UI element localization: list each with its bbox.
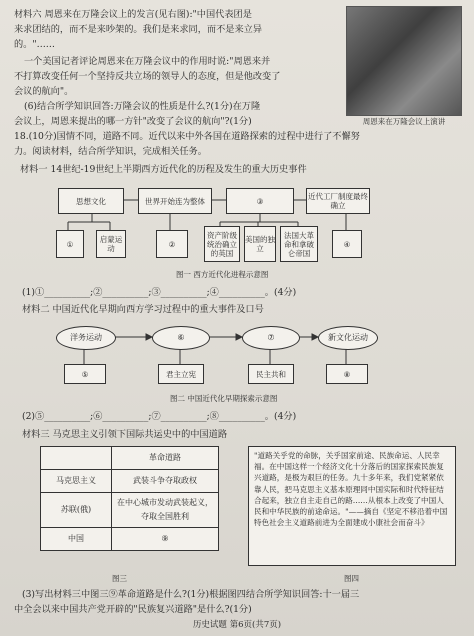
fig1-blank-4: ④: [332, 230, 362, 258]
fig3-corner: [41, 447, 112, 470]
question-3: (3)写出材料三中图三⑨革命道路是什么?(1分)根据图四结合所学知识回答:十一届三: [22, 589, 360, 600]
text-line: 一个美国记者评论周恩来在万隆会议中的作用时说:"周恩来并: [24, 56, 271, 67]
fig1-britain: 资产阶级统治确立的英国: [204, 226, 240, 262]
fig2-blank-7: ⑦: [242, 326, 300, 350]
fig1-thought-culture: 思想文化: [58, 188, 124, 214]
fig3-row-label: 苏联(俄): [41, 493, 112, 528]
fig1-blank-2: ②: [156, 230, 188, 258]
fig1-world-integration: 世界开始连为整体: [138, 188, 212, 214]
fig3-row-value: 在中心城市发动武装起义，夺取全国胜利: [112, 493, 219, 528]
answer-line-2: (2)⑤__________;⑥__________;⑦__________;⑧__________。(4分): [22, 411, 297, 422]
fig3-row-label: 马克思主义: [41, 470, 112, 493]
fig2-westernization-movement: 洋务运动: [56, 326, 116, 350]
fig2-caption: 图二 中国近代化早期探索示意图: [170, 394, 278, 403]
fig2-blank-6: ⑥: [152, 326, 210, 350]
fig2-new-culture-movement: 新文化运动: [318, 326, 378, 350]
material-3-title: 材料三 马克思主义引领下国际共运史中的中国道路: [22, 429, 228, 440]
text-line: 的。"……: [14, 39, 55, 50]
page-footer: 历史试题 第6页(共7页): [192, 620, 282, 630]
question-3-cont: 中全会以来中国共产党开辟的"民族复兴道路"是什么?(1分): [14, 604, 252, 615]
photo-caption: 周恩来在万隆会议上演讲: [362, 117, 446, 126]
text-line: 不打算改变任何一个坚持反共立场的领导人的态度，但是他改变了: [14, 71, 281, 82]
fig1-caption: 图一 西方近代化进程示意图: [176, 270, 269, 279]
fig1-french-revolution: 法国大革命和拿破仑帝国: [280, 226, 318, 262]
material-2-title: 材料二 中国近代化早期向西方学习过程中的重大事件及口号: [22, 304, 264, 315]
fig1-us-independence: 美国的独立: [244, 226, 276, 262]
text-line: 来求团结的，而不是来吵架的。我们是来求同，而不是来立异: [14, 24, 263, 35]
fig2-democratic-republic: 民主共和: [248, 364, 294, 384]
answer-line-1: (1)①__________;②__________;③__________;④__________。(4分): [22, 287, 297, 298]
text-line: 会议的航向"。: [14, 86, 74, 97]
fig3-row-value: ⑨: [112, 528, 219, 551]
question-18-intro: 18.(10分)国情不同，道路不同。近代以来中外各国在道路探索的过程中进行了不懈努: [14, 131, 360, 142]
fig4-quote: "道路关乎党的命脉，关乎国家前途、民族命运、人民幸福。在中国这样一个经济文化十分落后的国家探索民族复兴道路，是极为艰巨的任务。九十多年来，我们党紧紧依靠人民，把马克思主义基本原理同中国实际和时代特征结合起来，独立自主走自己的路……从根本上改变了中国人民和中华民族的前途命运。"——摘自《坚定不移沿着中国特色社会主义道路前进为全面建成小康社会而奋斗》: [248, 446, 456, 566]
fig2-blank-8: ⑧: [326, 364, 368, 384]
fig1-blank-3: ③: [226, 188, 294, 214]
fig3-table: [40, 446, 219, 551]
fig4-caption: 图四: [344, 574, 359, 583]
question-18-intro-cont: 力。阅读材料，结合所学知识，完成相关任务。: [14, 146, 207, 157]
fig1-enlightenment: 启蒙运动: [96, 230, 126, 258]
fig3-row-label: 中国: [41, 528, 112, 551]
question-6: (6)结合所学知识回答:万隆会议的性质是什么?(1分)在万隆: [24, 101, 261, 112]
fig1-blank-1: ①: [56, 230, 84, 258]
fig3-header: 革命道路: [112, 447, 219, 470]
fig1-factory-system: 近代工厂制度最终确立: [306, 188, 370, 214]
fig3-caption: 图三: [112, 574, 127, 583]
text-line: 材料六 周恩来在万隆会议上的发言(见右图):"中国代表团是: [14, 9, 252, 20]
fig2-blank-5: ⑤: [64, 364, 106, 384]
material-1-title: 材料一 14世纪-19世纪上半期西方近代化的历程及发生的重大历史事件: [20, 164, 307, 175]
question-6-cont: 会议上，周恩来提出的哪一方针"改变了会议的航向"?(1分): [14, 116, 252, 127]
fig2-constitutional-monarchy: 君主立宪: [158, 364, 204, 384]
fig3-row-value: 武装斗争夺取政权: [112, 470, 219, 493]
